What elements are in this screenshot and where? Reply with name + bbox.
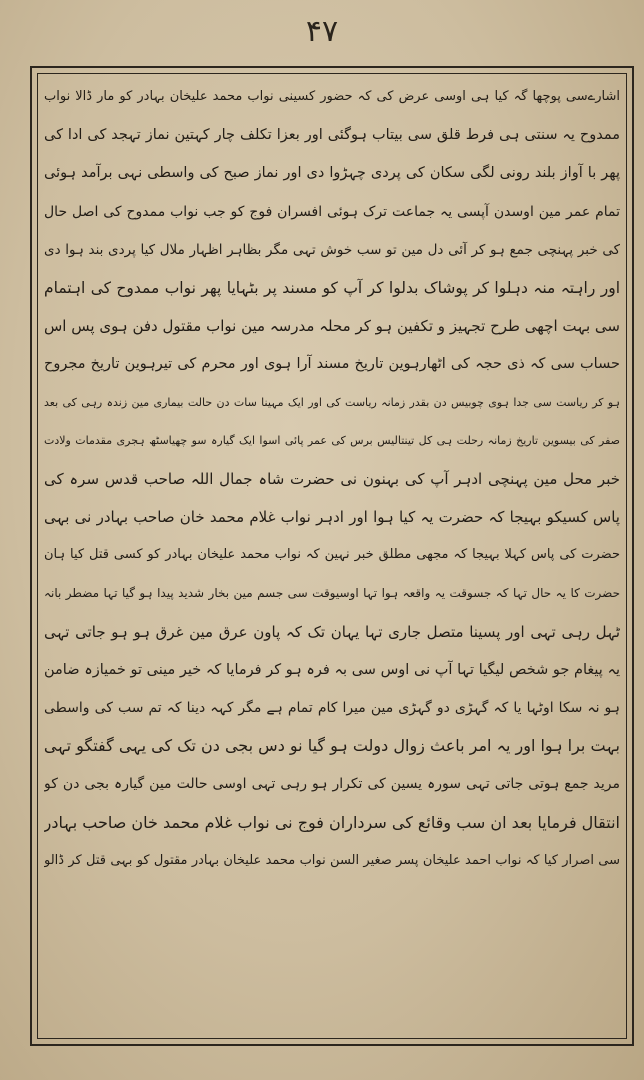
text-line: انتقال فرمایا بعد ان سب وقائع کی سرداران فوج نی نواب غلام محمد خان صاحب بہادر (44, 812, 620, 832)
text-line: مرید جمع ہوتی جاتی تہی سورہ یسین کی تکرار ہو رہی تہی اوسی حالت مین گیارہ بجی دن کو (44, 776, 620, 793)
text-line: سی بہت اچھی طرح تجہیز و تکفین ہو کر محلہ مدرسہ مین نواب مقتول دفن ہوی پس اس (44, 317, 620, 336)
text-line: حضرت کا یہ حال تہا کہ جسوقت یہ واقعہ ہوا تہا اوسیوقت سی جسم مین بخار شدید پیدا ہو گیا تہا مضطر بانہ (44, 586, 620, 601)
text-line: تمام عمر مین اوسدن آپسی یہ جماعت ترک ہوئی افسران فوج کو جب نواب ممدوح کی اصل حال (44, 203, 620, 220)
text-line: پاس کسیکو بہیجا کہ حضرت یہ کیا ہوا اور ادہر نواب غلام محمد خان صاحب بہادر نی بہی (44, 508, 620, 527)
text-line: ہو نہ سکا اوٹہا یا کہ گہڑی دو گہڑی مین میرا کام تمام ہے مگر کہہ دینا کہ تم سب کی واسطی (44, 700, 620, 716)
text-line: حساب سی کہ ذی حجہ کی اٹھارہوین تاریخ مسند آرا ہوی اور محرم کی تیرہوین تاریخ مجروح (44, 356, 620, 373)
text-line: ممدوح یہ سنتی ہی فرط قلق سی بیتاب ہوگئی اور بعزا تکلف چار کہتین نماز تہجد کی ادا کی (44, 127, 620, 144)
text-line: کی خبر پہنچی جمع ہو کر آئی دل مین تو سب خوش تہی مگر بظاہر اظہار ملال کیا پردی بند ہوا دی (44, 241, 620, 258)
text-line: پھر با آواز بلند رونی لگی سکان کی پردی چہڑوا دی اور نماز صبح کی واسطی نہی برآمد ہوئی (44, 165, 620, 182)
text-line: اور راہتہ منہ دہلوا کر پوشاک بدلوا کر آپ کو مسند پر بٹہایا پھر نواب ممدوح کی اہتمام (44, 278, 620, 297)
page-number: ۴۷ (305, 14, 339, 49)
text-line: صفر کی بیسوین تاریخ زمانہ رحلت ہی کل تینتالیس برس کی عمر پائی اسوا ایک گیارہ سو چھیاسٹھ ہجری مقدمات ولادت (44, 433, 620, 447)
text-line: بہت برا ہوا اور یہ امر باعث زوال دولت ہو گیا نو دس بجی دن تک کی یہی گفتگو تہی (44, 736, 620, 756)
urdu-text-block (44, 78, 620, 1034)
text-line: اشارےسی پوچھا گہ کیا ہی اوسی عرض کی کہ حضور کسینی نواب محمد علیخان بہادر کو مار ڈالا نواب (44, 89, 620, 104)
text-line: خبر محل مین پہنچی ادہر آپ کی بہنون نی حضرت شاہ جمال اللہ صاحب قدس سرہ کی (44, 469, 620, 488)
text-line: ہو کر ریاست سی جدا ہوی چوبیس دن بقدر زمانہ ریاست کی اور ایک مہینا سات دن حالت بیماری مین زندہ رہی کی بعد (44, 395, 620, 409)
text-line: حضرت کی پاس کہلا بہیجا کہ مجھی مطلق خبر نہین کہ نواب محمد علیخان بہادر کو کسی قتل کیا ہان (44, 547, 620, 563)
text-line: سی اصرار کیا کہ نواب احمد علیخان پسر صغیر السن نواب محمد علیخان بہادر مقتول کو بہی قتل کر ڈالو (44, 852, 620, 868)
text-line: ٹہل رہی تہی اور پسینا متصل جاری تہا یہان تک کہ پاون عرق مین غرق ہو ہو جاتی تہی (44, 622, 620, 641)
text-line: یہ پیغام جو شخص لیگیا تہا آپ نی اوس سی بہ فرہ ہو کر فرمایا کہ خیر مینی تو خمیازہ ضامن (44, 661, 620, 678)
